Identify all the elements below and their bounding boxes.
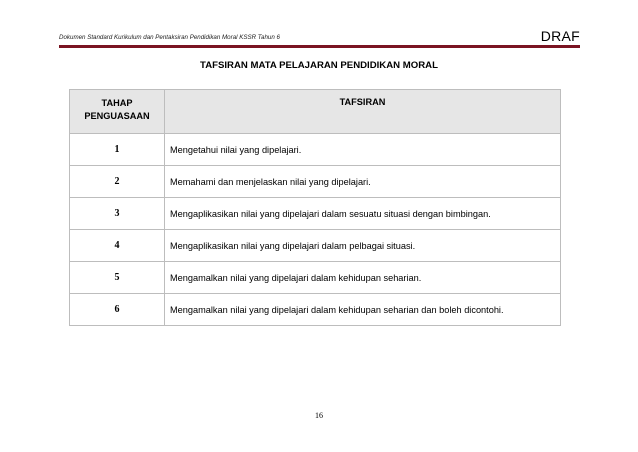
level-cell: 5 (70, 262, 165, 294)
table-row (70, 230, 561, 262)
column-header-tahap-line2: PENGUASAAN (84, 111, 150, 121)
level-cell: 3 (70, 198, 165, 230)
description-cell: Memahami dan menjelaskan nilai yang dipelajari. (165, 166, 561, 198)
description-cell: Mengaplikasikan nilai yang dipelajari dalam sesuatu situasi dengan bimbingan. (165, 198, 561, 230)
table-header-row (70, 90, 561, 134)
description-cell: Mengetahui nilai yang dipelajari. (165, 134, 561, 166)
page-title: TAFSIRAN MATA PELAJARAN PENDIDIKAN MORAL (200, 60, 438, 71)
description-cell: Mengamalkan nilai yang dipelajari dalam kehidupan seharian. (165, 262, 561, 294)
tafsiran-table (69, 89, 561, 326)
table-row (70, 198, 561, 230)
header-rule (59, 45, 580, 48)
column-header-tahap-penguasaan (70, 90, 165, 134)
page-number: 16 (315, 411, 323, 420)
table-row (70, 134, 561, 166)
table-row (70, 294, 561, 326)
document-header-label: Dokumen Standard Kurikulum dan Pentaksiran Pendidikan Moral KSSR Tahun 6 (59, 34, 280, 41)
level-cell: 1 (70, 134, 165, 166)
level-cell: 6 (70, 294, 165, 326)
draft-label: DRAF (540, 28, 580, 44)
column-header-tahap-line1: TAHAP (101, 98, 133, 108)
description-cell: Mengaplikasikan nilai yang dipelajari dalam pelbagai situasi. (165, 230, 561, 262)
level-cell: 2 (70, 166, 165, 198)
description-cell: Mengamalkan nilai yang dipelajari dalam kehidupan seharian dan boleh dicontohi. (165, 294, 561, 326)
level-cell: 4 (70, 230, 165, 262)
table-row (70, 166, 561, 198)
table-row (70, 262, 561, 294)
column-header-tafsiran: TAFSIRAN (165, 90, 561, 134)
